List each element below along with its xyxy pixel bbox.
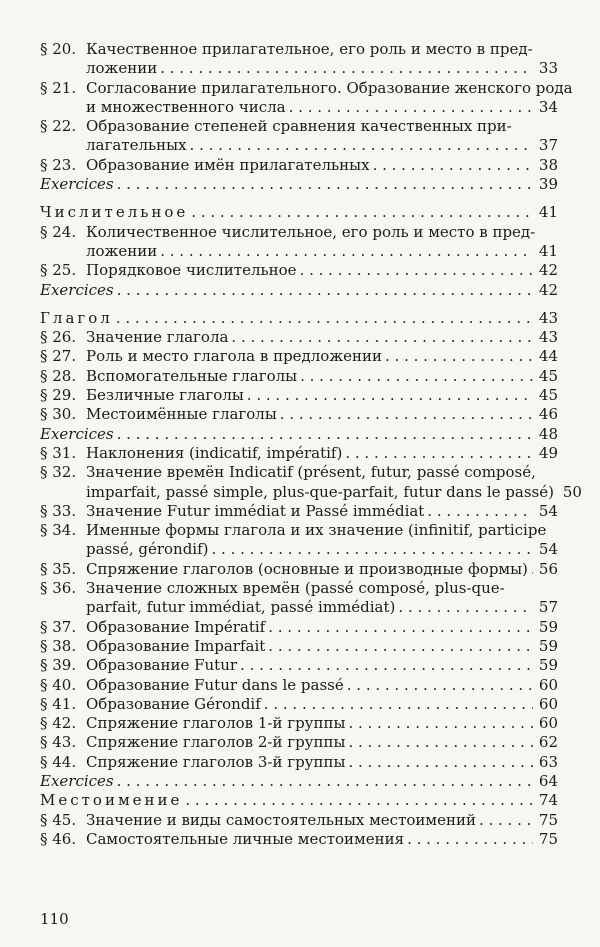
entry-title-line: Роль и место глагола в предложении xyxy=(86,347,383,366)
section-number: § 30. xyxy=(40,405,77,424)
section-number: § 32. xyxy=(40,463,77,482)
section-number: § 25. xyxy=(40,261,77,280)
entry-text xyxy=(40,347,382,366)
entry-text xyxy=(40,156,370,175)
entry-title-line: Образование Impératif xyxy=(86,617,266,636)
entry-title-line: Значение Futur immédiat и Passé immédiat xyxy=(86,501,425,520)
leader-dots xyxy=(117,772,533,791)
leader-dots xyxy=(373,156,533,175)
entry-text xyxy=(40,79,573,98)
entry-title-line: passé, gérondif) xyxy=(86,540,209,559)
table-of-contents xyxy=(40,40,582,849)
entry-title-line: Спряжение глаголов 3-й группы xyxy=(86,752,346,771)
toc-entry xyxy=(40,502,558,521)
entry-title: Exercices xyxy=(40,424,114,443)
entry-title-line: Безличные глаголы xyxy=(86,386,244,405)
toc-entry-last-line xyxy=(40,656,558,675)
entry-title-line: Значение и виды самостоятельных местоимений xyxy=(86,810,476,829)
toc-entry-last-line xyxy=(40,242,558,261)
toc-entry-last-line xyxy=(40,753,558,772)
entry-title-line: Значение времён Indicatif (présent, futur, passé composé, xyxy=(86,463,536,482)
page-ref: 59 xyxy=(538,656,558,675)
section-gap xyxy=(40,300,558,309)
section-number: § 37. xyxy=(40,617,77,636)
exercises-entry xyxy=(40,772,558,791)
toc-entry xyxy=(40,223,558,262)
entry-title-line: Согласование прилагательного. Образование женского рода xyxy=(86,78,573,97)
toc-entry-last-line xyxy=(40,811,558,830)
page-ref: 37 xyxy=(538,136,558,155)
toc-entry xyxy=(40,386,558,405)
page-ref: 75 xyxy=(538,829,558,848)
toc-entry-last-line xyxy=(40,676,558,695)
entry-title-line: Качественное прилагательное, его роль и место в пред- xyxy=(86,40,533,58)
leader-dots xyxy=(479,811,533,830)
toc-entry xyxy=(40,281,558,300)
toc-entry xyxy=(40,117,558,156)
leader-dots xyxy=(117,175,533,194)
leader-dots xyxy=(231,328,533,347)
entry-text xyxy=(40,386,244,405)
toc-entry-last-line xyxy=(40,261,558,280)
toc-entry-line xyxy=(40,40,558,59)
entry-title: Числительное xyxy=(40,203,189,222)
leader-dots xyxy=(264,695,533,714)
toc-entry xyxy=(40,347,558,366)
leader-dots xyxy=(385,347,533,366)
entry-text xyxy=(40,444,342,463)
page-ref: 42 xyxy=(538,280,558,299)
toc-entry xyxy=(40,560,558,579)
toc-entry-line xyxy=(40,463,558,482)
page-ref: 33 xyxy=(538,59,558,78)
entry-title-line: Самостоятельные личные местоимения xyxy=(86,829,405,848)
toc-entry-last-line xyxy=(40,156,558,175)
section-gap xyxy=(40,194,558,203)
section-number: § 38. xyxy=(40,636,77,655)
toc-entry xyxy=(40,425,558,444)
toc-entry xyxy=(40,791,558,810)
entry-title-line: Наклонения (indicatif, impératif) xyxy=(86,443,343,462)
leader-dots xyxy=(348,753,533,772)
page-ref: 46 xyxy=(538,405,558,424)
section-number: § 23. xyxy=(40,155,77,174)
section-number: § 44. xyxy=(40,752,77,771)
entry-title-line: ложении xyxy=(86,59,158,78)
toc-entry xyxy=(40,811,558,830)
entry-title-line: Образование Imparfait xyxy=(86,636,266,655)
toc-entry xyxy=(40,405,558,424)
toc-entry xyxy=(40,656,558,675)
entry-text xyxy=(40,98,286,117)
leader-dots xyxy=(347,676,533,695)
leader-dots xyxy=(427,502,533,521)
exercises-entry xyxy=(40,281,558,300)
page-ref: 45 xyxy=(538,366,558,385)
toc-entry xyxy=(40,676,558,695)
toc-entry-last-line xyxy=(40,136,558,155)
entry-title: Глагол xyxy=(40,308,113,327)
entry-text xyxy=(40,405,277,424)
toc-entry-last-line xyxy=(40,598,558,617)
toc-entry xyxy=(40,714,558,733)
entry-title-line: Образование Futur xyxy=(86,656,238,675)
section-number: § 41. xyxy=(40,694,77,713)
page-ref: 34 xyxy=(538,97,558,116)
entry-text xyxy=(40,830,404,849)
toc-entry-last-line xyxy=(40,386,558,405)
entry-title-line: imparfait, passé simple, plus-que-parfait, futur dans le passé) xyxy=(86,482,554,501)
exercises-entry xyxy=(40,175,558,194)
leader-dots xyxy=(300,367,533,386)
leader-dots xyxy=(348,733,533,752)
section-number: § 22. xyxy=(40,117,77,136)
section-number: § 36. xyxy=(40,579,77,598)
entry-title: Exercices xyxy=(40,175,114,194)
section-number: § 27. xyxy=(40,347,77,366)
page-ref: 39 xyxy=(538,175,558,194)
toc-entry-line xyxy=(40,223,558,242)
leader-dots xyxy=(212,540,534,559)
entry-text xyxy=(40,40,533,59)
toc-entry-last-line xyxy=(40,347,558,366)
toc-entry xyxy=(40,695,558,714)
page-ref: 43 xyxy=(538,328,558,347)
toc-entry-last-line xyxy=(40,98,558,117)
entry-text xyxy=(40,463,536,482)
entry-text xyxy=(40,59,157,78)
section-number: § 39. xyxy=(40,656,77,675)
entry-text xyxy=(40,753,345,772)
toc-entry xyxy=(40,261,558,280)
leader-dots xyxy=(280,405,533,424)
leader-dots xyxy=(289,98,533,117)
toc-entry xyxy=(40,156,558,175)
page-ref: 41 xyxy=(538,203,558,222)
entry-title-line: Спряжение глаголов 2-й группы xyxy=(86,733,346,752)
page-ref: 49 xyxy=(538,443,558,462)
section-number: § 24. xyxy=(40,222,77,241)
entry-title-line: Спряжение глаголов (основные и производные формы) xyxy=(86,559,528,578)
chapter-heading xyxy=(40,203,558,222)
toc-entry-line xyxy=(40,117,558,136)
toc-entry-last-line xyxy=(40,637,558,656)
page-ref: 50 xyxy=(562,482,582,501)
page-ref: 42 xyxy=(538,261,558,280)
entry-title-line: Порядковое числительное xyxy=(86,261,297,280)
entry-title-line: parfait, futur immédiat, passé immédiat) xyxy=(86,598,396,617)
leader-dots xyxy=(240,656,533,675)
page-ref: 54 xyxy=(538,501,558,520)
toc-entry xyxy=(40,463,582,502)
entry-text xyxy=(40,521,546,540)
page-ref: 38 xyxy=(538,155,558,174)
entry-text xyxy=(40,618,265,637)
page-ref: 60 xyxy=(538,675,558,694)
leader-dots xyxy=(160,242,533,261)
toc-entry xyxy=(40,618,558,637)
toc-entry-last-line xyxy=(40,405,558,424)
entry-text xyxy=(40,328,228,347)
page-ref: 59 xyxy=(538,636,558,655)
leader-dots xyxy=(160,59,533,78)
page-ref: 60 xyxy=(538,714,558,733)
entry-text xyxy=(40,136,187,155)
toc-entry-line xyxy=(40,521,558,540)
toc-entry-last-line xyxy=(40,444,558,463)
section-number: § 28. xyxy=(40,366,77,385)
toc-entry xyxy=(40,579,558,618)
page-ref: 56 xyxy=(538,559,558,578)
entry-text xyxy=(40,579,505,598)
toc-entry xyxy=(40,444,558,463)
entry-text xyxy=(40,811,476,830)
section-number: § 40. xyxy=(40,675,77,694)
section-number: § 26. xyxy=(40,328,77,347)
entry-text xyxy=(40,695,261,714)
toc-entry-last-line xyxy=(40,733,558,752)
section-number: § 45. xyxy=(40,810,77,829)
leader-dots xyxy=(191,203,533,222)
entry-title-line: Спряжение глаголов 1-й группы xyxy=(86,714,346,733)
leader-dots xyxy=(190,136,533,155)
toc-entry xyxy=(40,40,558,79)
section-number: § 35. xyxy=(40,559,77,578)
entry-title-line: ложении xyxy=(86,241,158,260)
toc-entry xyxy=(40,521,558,560)
page-ref: 41 xyxy=(538,241,558,260)
leader-dots xyxy=(116,309,533,328)
leader-dots xyxy=(345,444,533,463)
entry-title-line: Вспомогательные глаголы xyxy=(86,366,298,385)
section-number: § 33. xyxy=(40,501,77,520)
leader-dots xyxy=(348,714,533,733)
page-ref: 57 xyxy=(538,598,558,617)
entry-title-line: и множественного числа xyxy=(86,97,286,116)
chapter-heading xyxy=(40,791,558,810)
entry-text xyxy=(40,733,345,752)
toc-entry xyxy=(40,772,558,791)
toc-entry-line xyxy=(40,579,558,598)
toc-entry-last-line xyxy=(40,540,558,559)
leader-dots xyxy=(407,830,533,849)
section-number: § 34. xyxy=(40,521,77,540)
entry-title-line: Количественное числительное, его роль и место в пред- xyxy=(86,222,536,241)
leader-dots xyxy=(268,637,533,656)
toc-entry xyxy=(40,733,558,752)
leader-dots xyxy=(268,618,533,637)
page-ref: 44 xyxy=(538,347,558,366)
entry-text xyxy=(40,656,237,675)
entry-text xyxy=(40,540,209,559)
entry-title: Exercices xyxy=(40,280,114,299)
entry-title: Exercices xyxy=(40,771,114,790)
toc-entry xyxy=(40,753,558,772)
toc-entry-last-line xyxy=(40,618,558,637)
toc-entry-last-line xyxy=(40,59,558,78)
entry-title-line: Значение глагола xyxy=(86,328,229,347)
exercises-entry xyxy=(40,425,558,444)
section-number: § 31. xyxy=(40,443,77,462)
toc-entry xyxy=(40,367,558,386)
toc-entry xyxy=(40,328,558,347)
entry-text xyxy=(40,714,345,733)
toc-entry-last-line xyxy=(40,367,558,386)
toc-entry xyxy=(40,78,573,118)
entry-text xyxy=(40,223,535,242)
leader-dots xyxy=(117,281,533,300)
section-number: § 29. xyxy=(40,386,77,405)
toc-entry xyxy=(40,637,558,656)
toc-entry-last-line xyxy=(40,830,558,849)
toc-entry xyxy=(40,830,558,849)
page-ref: 43 xyxy=(538,308,558,327)
page-ref: 54 xyxy=(538,540,558,559)
section-number: § 20. xyxy=(40,40,77,58)
page-ref: 62 xyxy=(538,733,558,752)
toc-entry-line xyxy=(40,78,573,98)
leader-dots xyxy=(300,261,533,280)
toc-entry-last-line xyxy=(40,714,558,733)
entry-text xyxy=(40,637,265,656)
toc-entry-last-line xyxy=(40,482,582,502)
page-ref: 64 xyxy=(538,771,558,790)
toc-entry-last-line xyxy=(40,560,558,579)
page-ref: 75 xyxy=(538,810,558,829)
entry-title-line: Образование имён прилагательных xyxy=(86,155,370,174)
page-ref: 63 xyxy=(538,752,558,771)
section-number: § 46. xyxy=(40,829,77,848)
entry-title-line: Значение сложных времён (passé composé, plus-que- xyxy=(86,579,505,598)
entry-text xyxy=(40,117,512,136)
entry-title-line: Именные формы глагола и их значение (infinitif, participe xyxy=(86,521,547,540)
entry-text xyxy=(40,560,528,579)
page-number: 110 xyxy=(40,910,69,928)
page-ref: 45 xyxy=(538,386,558,405)
toc-entry-last-line xyxy=(40,328,558,347)
leader-dots xyxy=(247,386,533,405)
entry-text xyxy=(40,483,554,502)
entry-title-line: Образование степеней сравнения качественных при- xyxy=(86,117,512,136)
page-ref: 60 xyxy=(538,694,558,713)
entry-title-line: Образование Futur dans le passé xyxy=(86,675,344,694)
entry-text xyxy=(40,367,297,386)
toc-entry-last-line xyxy=(40,695,558,714)
leader-dots xyxy=(531,560,533,579)
section-number: § 42. xyxy=(40,714,77,733)
toc-entry xyxy=(40,203,558,222)
page-ref: 74 xyxy=(538,791,558,810)
section-number: § 43. xyxy=(40,733,77,752)
leader-dots xyxy=(117,425,533,444)
leader-dots xyxy=(398,598,533,617)
toc-entry xyxy=(40,309,558,328)
entry-text xyxy=(40,242,157,261)
leader-dots xyxy=(185,791,533,810)
entry-text xyxy=(40,676,344,695)
page-ref: 59 xyxy=(538,617,558,636)
page-ref: 48 xyxy=(538,424,558,443)
toc-entry xyxy=(40,175,558,194)
section-number: § 21. xyxy=(40,78,77,97)
entry-title-line: лагательных xyxy=(86,136,187,155)
toc-entry-last-line xyxy=(40,502,558,521)
entry-title-line: Местоимённые глаголы xyxy=(86,405,277,424)
entry-text xyxy=(40,502,424,521)
entry-text xyxy=(40,598,395,617)
entry-title-line: Образование Gérondif xyxy=(86,694,261,713)
entry-text xyxy=(40,261,297,280)
entry-title: Местоимение xyxy=(40,791,183,810)
chapter-heading xyxy=(40,309,558,328)
